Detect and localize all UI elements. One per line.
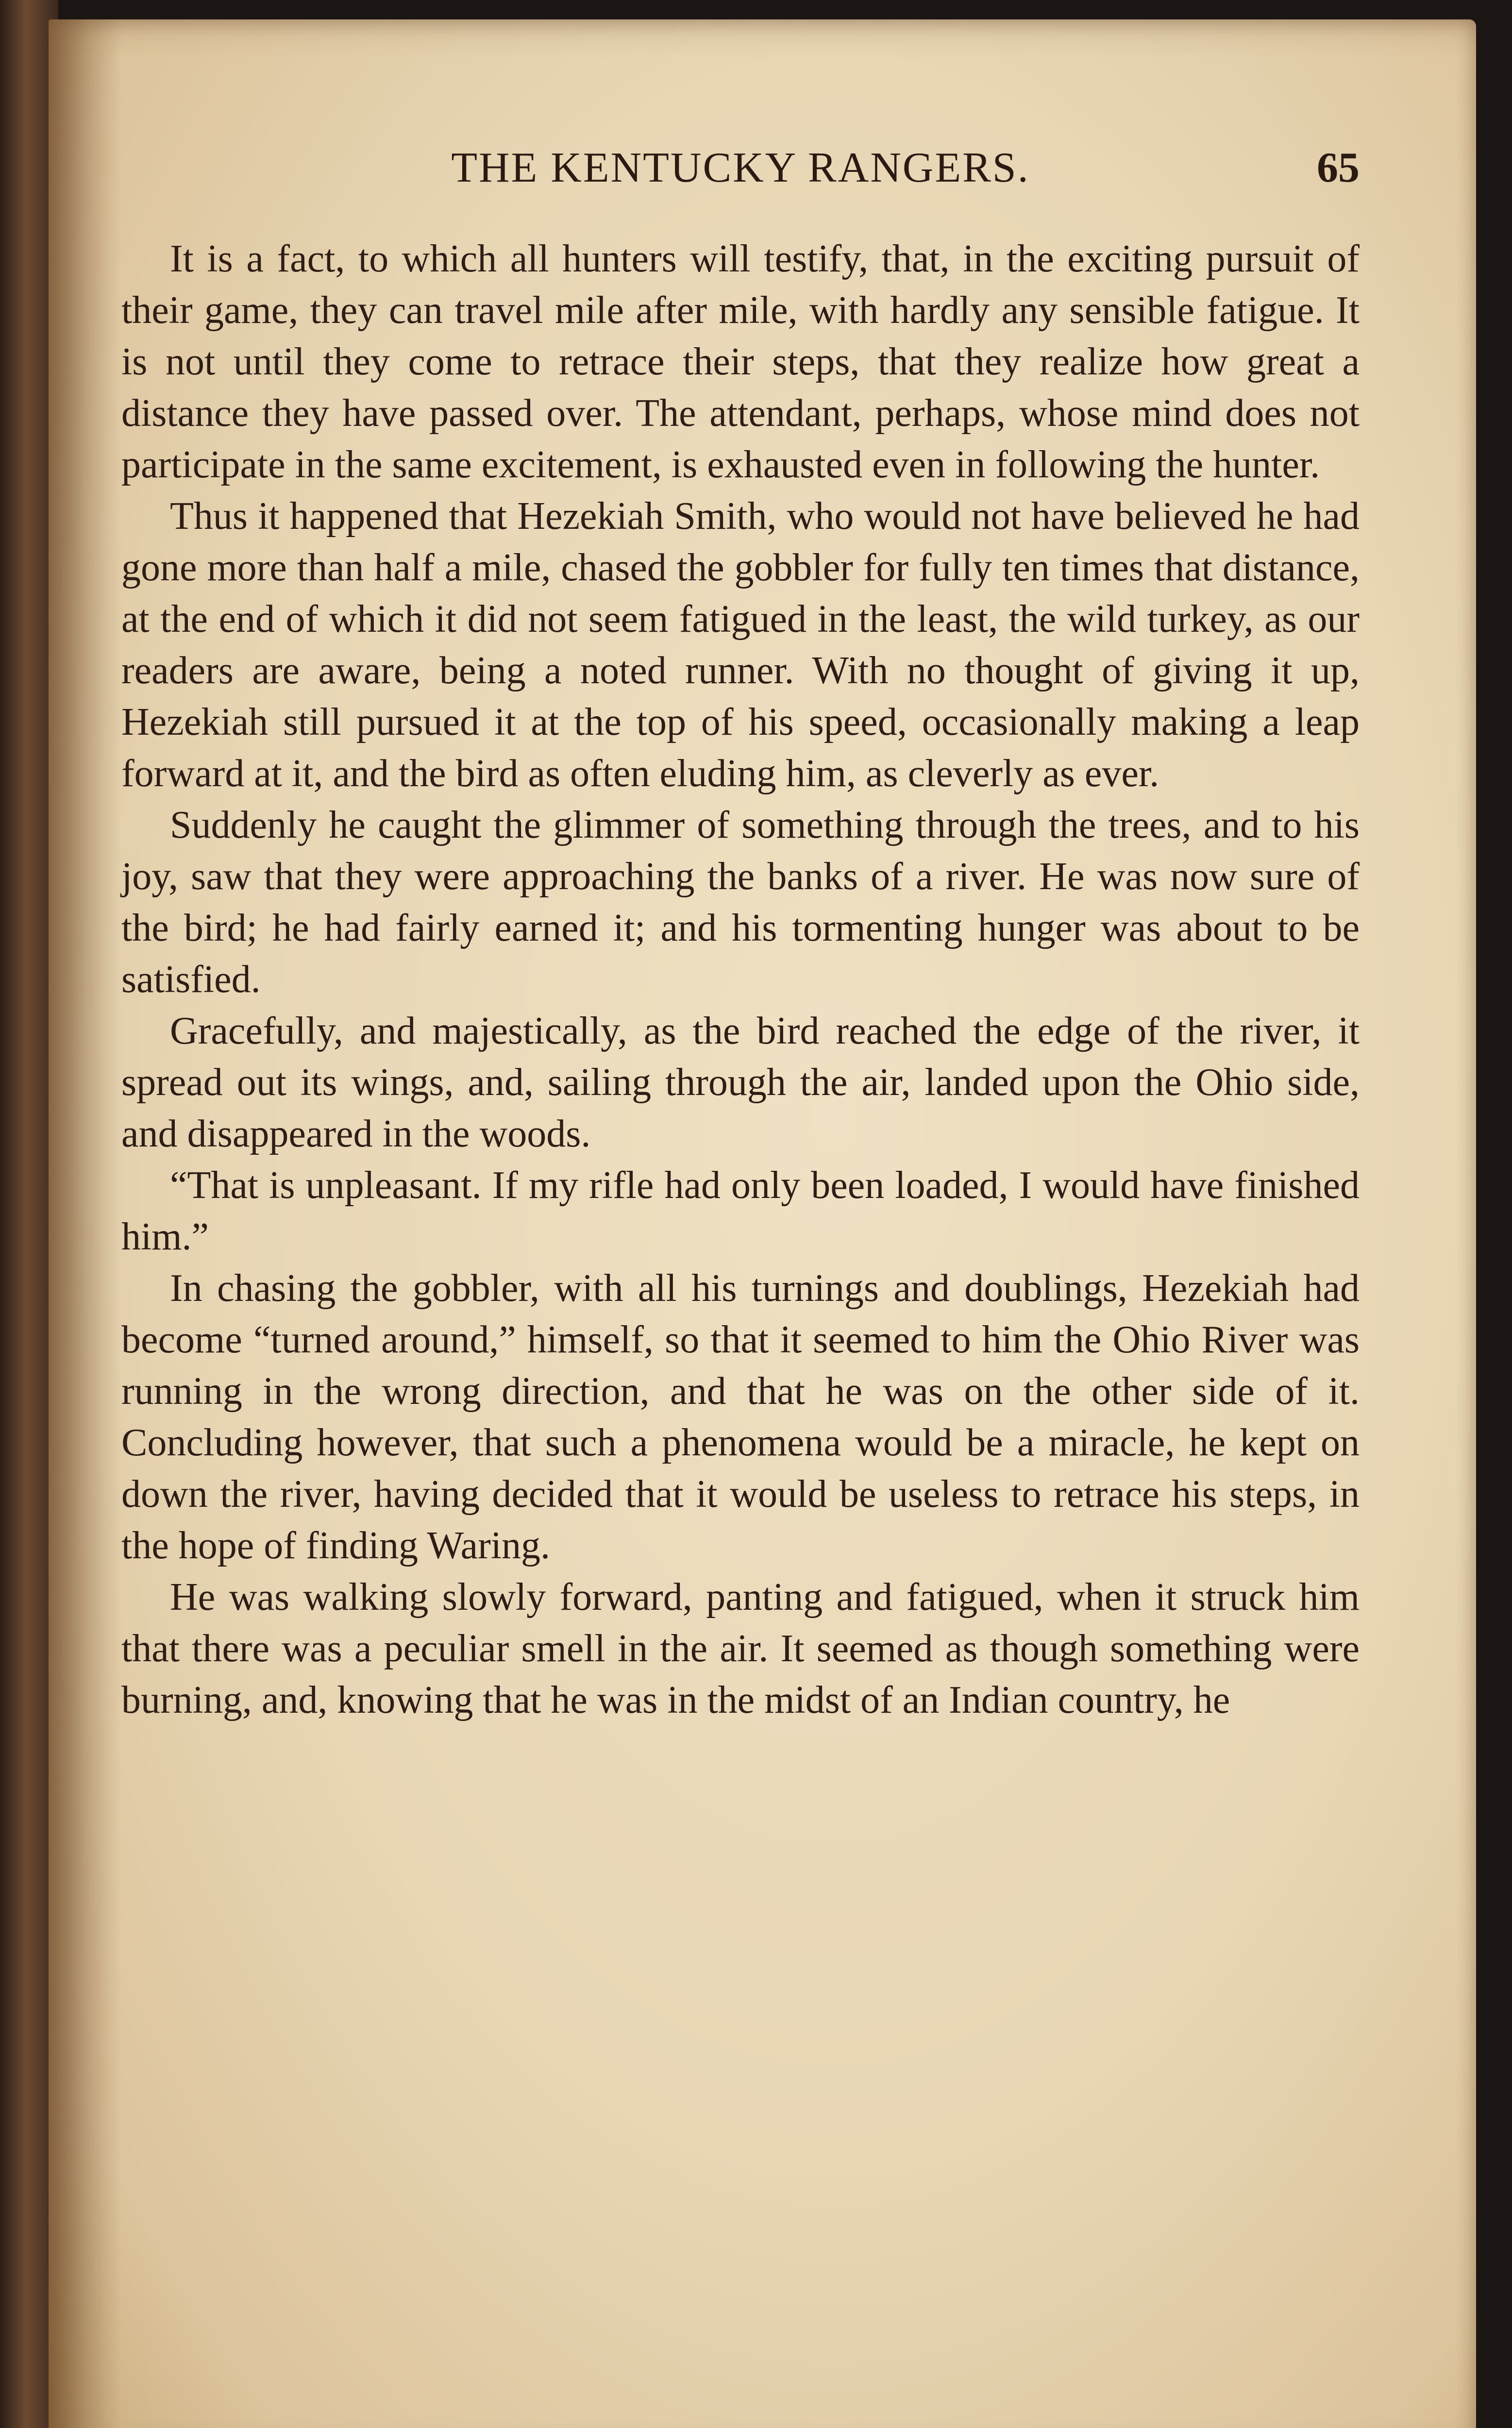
page-header [121,143,1360,211]
page-gutter-shadow [49,19,121,2428]
paragraph: Thus it happened that Hezekiah Smith, who would not have believed he had gone more than half a mile, chased the gobbler for fully ten times that distance, at the end of which it did not seem fatigued in the least, the wild turkey, as our readers are aware, being a noted runner. With no thought of giving it up, Hezekiah still pursued it at the top of his speed, occasionally making a leap forward at it, and the bird as often eluding him, as cleverly as ever. [121,495,1360,795]
body-text [121,233,1360,1726]
page-number: 65 [1317,144,1360,191]
paragraph: Suddenly he caught the glimmer of something through the trees, and to his joy, saw that they were approaching the banks of a river. He was now sure of the bird; he had fairly earned it; and his tormenting hunger was about to be satisfied. [121,804,1360,1001]
paragraph: It is a fact, to which all hunters will testify, that, in the exciting pursuit of their game, they can travel mile after mile, with hardly any sensible fatigue. It is not until they come to retrace their steps, that they realize how great a distance they have passed over. The attendant, perhaps, whose mind does not participate in the same excitement, is exhausted even in following the hunter. [121,237,1360,486]
running-head: THE KENTUCKY RANGERS. [451,144,1030,191]
paragraph: He was walking slowly forward, panting and fatigued, when it struck him that there was a peculiar smell in the air. It seemed as though something were burning, and, knowing that he was in the midst of an Indian country, he [121,1576,1360,1721]
paragraph: “That is unpleasant. If my rifle had only been loaded, I would have finished him.” [121,1164,1360,1258]
paragraph: In chasing the gobbler, with all his turnings and doublings, Hezekiah had become “turned around,” himself, so that it seemed to him the Ohio River was running in the wrong direction, and that he was on the other side of it. Concluding however, that such a phenomena would be a miracle, he kept on down the river, having decided that it would be useless to retrace his steps, in the hope of finding Waring. [121,1267,1360,1567]
book-page [49,19,1476,2428]
paragraph: Gracefully, and majestically, as the bird reached the edge of the river, it spread out its wings, and, sailing through the air, landed upon the Ohio side, and disappeared in the woods. [121,1010,1360,1155]
